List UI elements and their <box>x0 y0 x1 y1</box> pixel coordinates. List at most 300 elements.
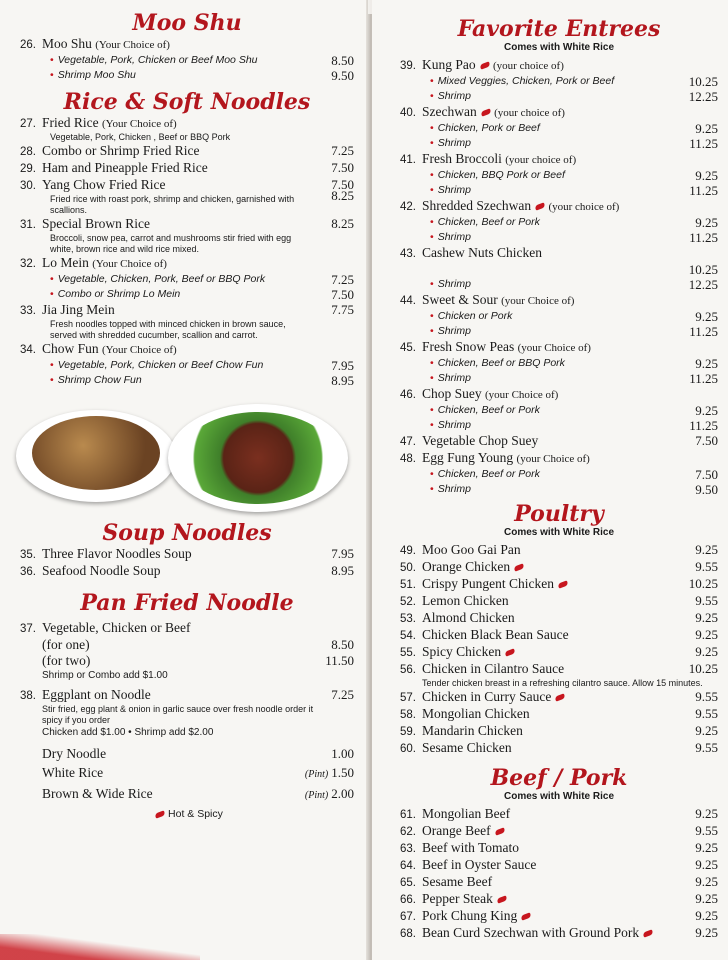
item-title: Yang Chow Fried Rice <box>42 177 166 192</box>
item-choice: (your Choice of) <box>516 453 590 465</box>
item-number: 67. <box>400 911 416 923</box>
menu-item <box>400 806 718 823</box>
item-title: Pepper Steak <box>422 891 493 906</box>
item-row <box>400 542 718 559</box>
menu-item <box>20 115 354 143</box>
item-number: 47. <box>400 436 416 448</box>
item-row <box>20 302 354 319</box>
option-price: 9.25 <box>695 121 718 136</box>
pepper-icon <box>555 694 566 702</box>
item-number: 29. <box>20 163 36 175</box>
option-label: Shrimp Moo Shu <box>57 69 136 81</box>
option-text <box>50 358 308 373</box>
item-name <box>422 593 672 609</box>
item-option <box>400 324 718 339</box>
item-title: Sesame Chicken <box>422 740 512 755</box>
item-title: Fresh Snow Peas <box>422 339 515 354</box>
item-title: Sesame Beef <box>422 874 493 889</box>
item-option <box>20 68 354 83</box>
option-text <box>430 277 672 292</box>
option-text <box>430 74 672 89</box>
item-title: Almond Chicken <box>422 610 515 625</box>
item-option <box>400 262 718 277</box>
menu-item <box>400 661 718 689</box>
item-price: 8.25 <box>331 188 354 203</box>
item-row <box>20 115 354 132</box>
item-price: 7.25 <box>331 143 354 158</box>
item-row <box>400 151 718 168</box>
item-title: Fresh Broccoli <box>422 151 502 166</box>
option-label: Shrimp <box>437 372 471 384</box>
bullet-icon: • <box>50 374 54 386</box>
item-title: Chicken in Curry Sauce <box>422 689 552 704</box>
item-option <box>20 272 354 287</box>
option-price: 9.50 <box>695 482 718 497</box>
item-description: Fresh noodles topped with minced chicken in brown sauce, served with shredded cucumber, scallion and carrot. <box>50 319 286 340</box>
item-option <box>400 467 718 482</box>
item-title: Spicy Chicken <box>422 644 502 659</box>
option-price: 7.50 <box>331 287 354 302</box>
option-text <box>50 68 308 83</box>
item-name <box>422 806 672 822</box>
item-price: 7.95 <box>331 546 354 561</box>
item-option <box>400 230 718 245</box>
item-row <box>400 450 718 467</box>
bullet-icon: • <box>430 404 434 416</box>
item-name <box>422 689 672 705</box>
item-number: 65. <box>400 877 416 889</box>
bullet-icon: • <box>50 54 54 66</box>
item-number: 50. <box>400 562 416 574</box>
item-choice: (your choice of) <box>493 60 564 72</box>
item-price: 10.25 <box>688 661 718 676</box>
item-row <box>400 740 718 757</box>
item-row <box>400 627 718 644</box>
bullet-icon: • <box>430 75 434 87</box>
bullet-icon: • <box>430 310 434 322</box>
item-row <box>400 925 718 942</box>
item-row <box>20 255 354 272</box>
option-price: 8.50 <box>331 53 354 68</box>
item-title: Cashew Nuts Chicken <box>422 245 542 260</box>
add-on-note: Chicken add $1.00 • Shrimp add $2.00 <box>42 727 214 738</box>
item-row <box>400 198 718 215</box>
hot-spicy-legend: Hot & Spicy <box>20 808 354 820</box>
menu-item <box>20 302 354 341</box>
item-title: Sweet & Sour <box>422 292 498 307</box>
item-name <box>42 255 308 272</box>
item-name <box>422 706 672 722</box>
item-number: 63. <box>400 843 416 855</box>
item-name <box>422 386 672 403</box>
pepper-icon <box>480 109 491 117</box>
bullet-icon: • <box>50 69 54 81</box>
item-number: 34. <box>20 344 36 356</box>
item-price: 9.55 <box>695 740 718 755</box>
pepper-icon <box>494 828 505 836</box>
item-option <box>20 53 354 68</box>
item-row <box>400 644 718 661</box>
bullet-icon: • <box>50 359 54 371</box>
item-number: 36. <box>20 566 36 578</box>
menu-item <box>400 891 718 908</box>
item-number: 64. <box>400 860 416 872</box>
pan-fried-title: Pan Fried Noodle <box>80 590 294 616</box>
item-price: 9.55 <box>695 593 718 608</box>
item-choice: (Your Choice of) <box>95 39 170 51</box>
item-title: Egg Fung Young <box>422 450 514 465</box>
item-price: 9.25 <box>695 723 718 738</box>
favorite-subtitle: Comes with White Rice <box>503 42 614 53</box>
option-text <box>430 356 672 371</box>
item-number: 33. <box>20 305 36 317</box>
item-row <box>400 857 718 874</box>
item-description: Tender chicken breast in a refreshing cilantro sauce. Allow 15 minutes. <box>422 678 703 688</box>
item-title: Orange Chicken <box>422 559 511 574</box>
item-name <box>422 450 672 467</box>
item-price: 8.95 <box>331 563 354 578</box>
menu-item <box>400 610 718 627</box>
item-number: 48. <box>400 453 416 465</box>
extra-name: Dry Noodle <box>42 746 107 761</box>
pepper-icon <box>557 581 568 589</box>
menu-item <box>400 292 718 339</box>
item-price: 9.25 <box>695 891 718 906</box>
item-title: Mongolian Beef <box>422 806 511 821</box>
item-row <box>20 216 354 233</box>
item-name <box>422 433 672 449</box>
item-row <box>20 546 354 563</box>
item-number: 49. <box>400 545 416 557</box>
item-name <box>422 57 672 74</box>
item-number: 57. <box>400 692 416 704</box>
menu-item <box>400 151 718 198</box>
item-title: Pork Chung King <box>422 908 518 923</box>
item-name <box>422 542 672 558</box>
item-row <box>400 576 718 593</box>
bullet-icon: • <box>430 278 434 290</box>
menu-item-37: 37. Vegetable, Chicken or Beef (for one) 8.50 (for two) 11.50 Shrimp or Combo add $1.00 <box>20 620 354 681</box>
item-name <box>422 339 672 356</box>
broccoli-ring <box>180 412 336 504</box>
pepper-icon <box>514 564 525 572</box>
item-price: 9.25 <box>695 840 718 855</box>
item-option <box>400 89 718 104</box>
bullet-icon: • <box>430 169 434 181</box>
item-name <box>422 857 672 873</box>
bullet-icon: • <box>430 325 434 337</box>
extra-name: Brown & Wide Rice <box>42 786 153 801</box>
item-row <box>400 823 718 840</box>
item-title: Lemon Chicken <box>422 593 509 608</box>
item-row <box>400 874 718 891</box>
item-name <box>422 925 672 941</box>
menu-item <box>400 925 718 942</box>
option-label: Shrimp <box>437 419 471 431</box>
menu-item <box>400 723 718 740</box>
item-option <box>400 371 718 386</box>
beef-section <box>400 765 718 942</box>
item-price: 9.25 <box>695 857 718 872</box>
item-title: Special Brown Rice <box>42 216 150 231</box>
item-choice: (your Choice of) <box>485 389 559 401</box>
item-number: 42. <box>400 201 416 213</box>
option-text <box>430 183 672 198</box>
item-name <box>422 627 672 643</box>
item-title: Kung Pao <box>422 57 476 72</box>
item-name <box>422 576 672 592</box>
item-row <box>400 245 718 262</box>
rice-section <box>20 89 354 388</box>
item-row <box>20 563 354 580</box>
menu-item <box>400 644 718 661</box>
option-label: Chicken, Beef or Pork <box>437 468 540 480</box>
menu-item <box>400 104 718 151</box>
item-price: 9.25 <box>695 874 718 889</box>
item-row <box>400 723 718 740</box>
item-number: 54. <box>400 630 416 642</box>
bullet-icon: • <box>50 288 54 300</box>
item-price: 9.25 <box>695 806 718 821</box>
option-text <box>430 467 672 482</box>
item-name <box>42 341 308 358</box>
item-name <box>42 36 308 53</box>
item-title: Three Flavor Noodles Soup <box>42 546 192 561</box>
item-name <box>422 644 672 660</box>
option-text <box>50 373 308 388</box>
pint-label: (Pint) <box>304 769 329 780</box>
item-name <box>422 661 672 677</box>
item-row <box>400 689 718 706</box>
option-text <box>430 403 672 418</box>
item-title: Chow Fun <box>42 341 99 356</box>
item-choice: (Your Choice of) <box>102 344 177 356</box>
item-name <box>42 115 308 132</box>
item-choice: (your Choice of) <box>517 342 591 354</box>
bullet-icon: • <box>430 231 434 243</box>
item-description: Vegetable, Pork, Chicken , Beef or BBQ Pork <box>50 132 231 142</box>
item-option <box>400 403 718 418</box>
pepper-icon <box>505 649 516 657</box>
extra-item <box>20 746 354 762</box>
menu-item <box>20 546 354 563</box>
option-price: 9.25 <box>695 215 718 230</box>
menu-item <box>400 908 718 925</box>
option-label: Mixed Veggies, Chicken, Pork or Beef <box>437 75 615 87</box>
item-name <box>422 874 672 890</box>
menu-item <box>400 576 718 593</box>
item-number: 62. <box>400 826 416 838</box>
item-number: 52. <box>400 596 416 608</box>
soup-section <box>20 520 354 580</box>
option-label: Chicken, Beef or Pork <box>437 216 540 228</box>
option-label: Shrimp <box>437 90 471 102</box>
menu-item <box>400 245 718 292</box>
extra-name: White Rice <box>42 765 104 780</box>
item-number: 46. <box>400 389 416 401</box>
pepper-icon <box>496 896 507 904</box>
item-name <box>422 104 672 121</box>
extra-price-value: 2.00 <box>331 786 354 801</box>
item-option <box>20 373 354 388</box>
item-row <box>400 806 718 823</box>
bullet-icon: • <box>430 372 434 384</box>
option-price: 11.25 <box>689 230 718 245</box>
option-label: Shrimp <box>437 483 471 495</box>
option-price: 9.25 <box>695 356 718 371</box>
item-option <box>400 215 718 230</box>
menu-item <box>400 339 718 386</box>
option-label: Shrimp <box>437 325 471 337</box>
item-choice: (your choice of) <box>505 154 577 166</box>
option-price: 11.25 <box>689 136 718 151</box>
menu-item <box>400 874 718 891</box>
option-price: 7.95 <box>331 358 354 373</box>
poultry-section <box>400 501 718 757</box>
menu-item <box>20 216 354 255</box>
item-title: Crispy Pungent Chicken <box>422 576 554 591</box>
extra-price <box>274 765 354 783</box>
shrimp-combo-note: Shrimp or Combo add $1.00 <box>42 670 168 681</box>
item-option <box>20 358 354 373</box>
menu-item <box>20 36 354 83</box>
bullet-icon: • <box>430 90 434 102</box>
item-name <box>422 245 672 261</box>
option-text <box>430 168 672 183</box>
item-choice: (Your Choice of) <box>102 118 177 130</box>
pan-fried-section <box>20 590 354 804</box>
option-label: Shrimp <box>437 278 471 290</box>
option-price: 9.25 <box>695 309 718 324</box>
item-number: 53. <box>400 613 416 625</box>
option-text <box>50 272 308 287</box>
item-description-text: Fried rice with roast pork, shrimp and chicken, garnished with scallions. <box>50 194 295 215</box>
option-label: Chicken, Pork or Beef <box>437 122 540 134</box>
item-name <box>422 151 672 168</box>
item-number: 55. <box>400 647 416 659</box>
item-name <box>422 891 672 907</box>
item-price: 9.25 <box>695 610 718 625</box>
option-text <box>430 371 672 386</box>
item-price: 7.50 <box>331 160 354 175</box>
item-row <box>400 433 718 450</box>
option-text <box>430 215 672 230</box>
option-label: Vegetable, Pork, Chicken or Beef Chow Fun <box>57 359 264 371</box>
item-choice: (your choice of) <box>548 201 620 213</box>
option-text <box>430 230 672 245</box>
item-number: 44. <box>400 295 416 307</box>
bullet-icon: • <box>430 357 434 369</box>
option-price: 11.25 <box>689 324 718 339</box>
menu-item <box>20 341 354 388</box>
item-title: Moo Shu <box>42 36 92 51</box>
noodle-dish <box>32 416 160 490</box>
item-title: Lo Mein <box>42 255 89 270</box>
item-name <box>422 292 672 309</box>
menu-item <box>20 160 354 177</box>
item-title: Shredded Szechwan <box>422 198 532 213</box>
item-row <box>400 661 718 678</box>
bullet-icon: • <box>430 468 434 480</box>
option-text <box>430 309 672 324</box>
item-name <box>422 559 672 575</box>
bottom-red-corner <box>0 934 200 960</box>
moo-shu-title: Moo Shu <box>132 10 242 36</box>
bullet-icon: • <box>430 419 434 431</box>
bullet-icon: • <box>430 184 434 196</box>
item-title: Chop Suey <box>422 386 482 401</box>
menu-item <box>400 559 718 576</box>
menu-item <box>400 740 718 757</box>
item-number: 43. <box>400 248 416 260</box>
item-price: 8.25 <box>331 216 354 231</box>
moo-shu-section <box>20 10 354 83</box>
item-title: Mandarin Chicken <box>422 723 523 738</box>
item-choice: (Your Choice of) <box>92 258 167 270</box>
item-description <box>20 188 354 216</box>
item-option <box>400 309 718 324</box>
option-price: 10.25 <box>688 262 718 277</box>
option-price: 7.50 <box>695 467 718 482</box>
option-label: Shrimp Chow Fun <box>57 374 142 386</box>
option-label: Chicken or Pork <box>437 310 513 322</box>
pepper-icon <box>155 810 166 818</box>
pint-label: (Pint) <box>304 790 329 801</box>
item-option <box>400 277 718 292</box>
option-label: Combo or Shrimp Lo Mein <box>57 288 181 300</box>
extra-price-value: 1.50 <box>331 765 354 780</box>
item-title: Moo Goo Gai Pan <box>422 542 521 557</box>
favorite-entrees-title: Favorite Entrees <box>457 16 661 42</box>
item-price: 9.55 <box>695 559 718 574</box>
item-row <box>400 593 718 610</box>
option-price: 12.25 <box>688 89 718 104</box>
item-name <box>42 143 308 159</box>
menu-item <box>400 706 718 723</box>
item-title: Beef with Tomato <box>422 840 520 855</box>
item-number: 66. <box>400 894 416 906</box>
option-text <box>430 262 672 277</box>
item-number: 26. <box>20 39 36 51</box>
item-row <box>400 908 718 925</box>
extra-price-value: 1.00 <box>331 746 354 761</box>
menu-item <box>400 542 718 559</box>
pepper-icon <box>521 913 532 921</box>
item-name <box>422 198 672 215</box>
item-title: Chicken Black Bean Sauce <box>422 627 569 642</box>
menu-item <box>400 433 718 450</box>
item-name <box>422 908 672 924</box>
item-row <box>400 891 718 908</box>
item-price: 9.55 <box>695 823 718 838</box>
item-option <box>400 136 718 151</box>
item-title: Mongolian Chicken <box>422 706 530 721</box>
item-row <box>20 341 354 358</box>
item-option <box>20 287 354 302</box>
menu-item <box>400 840 718 857</box>
option-price: 11.25 <box>689 418 718 433</box>
item-title: Bean Curd Szechwan with Ground Pork <box>422 925 640 940</box>
bullet-icon: • <box>430 216 434 228</box>
item-number: 59. <box>400 726 416 738</box>
item-title: Szechwan <box>422 104 477 119</box>
item-row <box>400 292 718 309</box>
option-text <box>430 324 672 339</box>
option-label: Chicken, Beef or BBQ Pork <box>437 357 565 369</box>
option-price: 11.25 <box>689 371 718 386</box>
menu-item <box>400 857 718 874</box>
item-number: 56. <box>400 664 416 676</box>
